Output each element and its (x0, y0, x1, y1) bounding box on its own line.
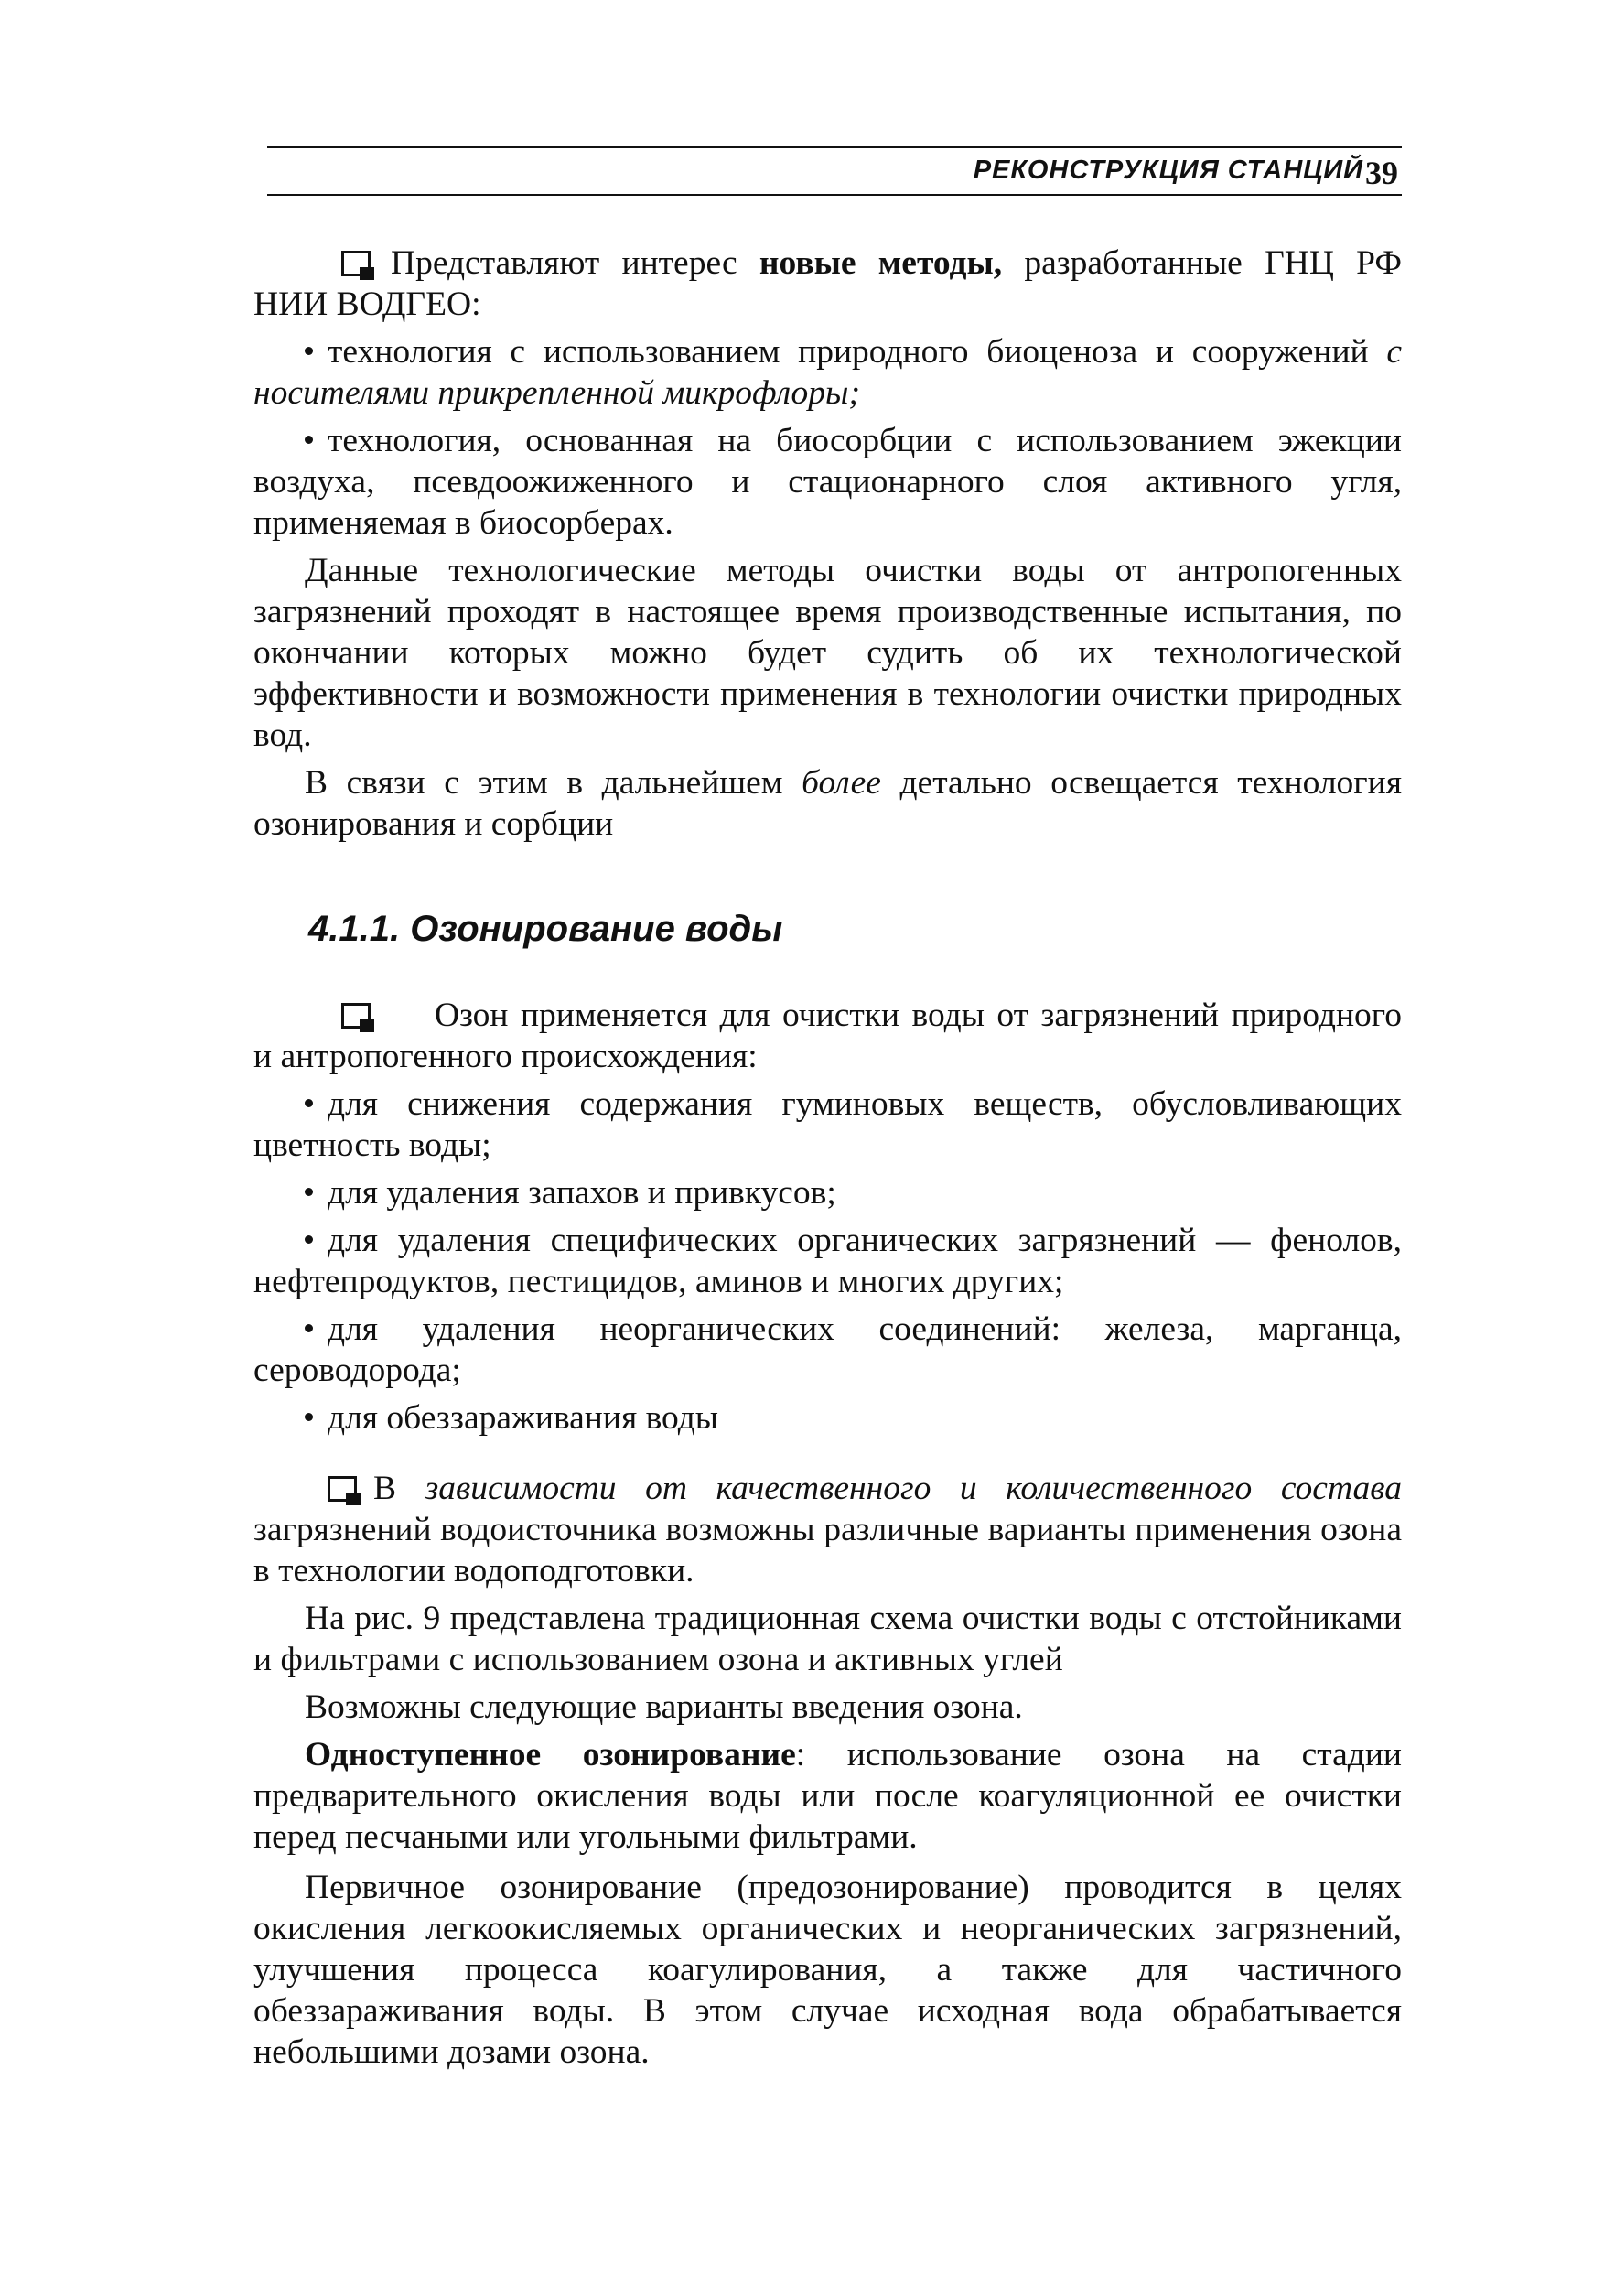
paragraph-text-rest: детально освещается технология озонирования и сорбции (253, 764, 1402, 843)
list-item-text: технология с использованием природного биоценоза и сооружений (328, 333, 1387, 371)
checkbox-marker-icon (328, 1476, 357, 1502)
list-item (253, 331, 1402, 414)
list-item (253, 1083, 1402, 1166)
page-number: 39 (1365, 155, 1398, 191)
paragraph-text-italic: более (802, 764, 881, 802)
intro-text-rest: разработанные ГНЦ РФ НИИ ВОДГЕО: (253, 244, 1402, 323)
section-title: Озонирование воды (410, 909, 783, 949)
paragraph-ozonation-focus (253, 762, 1402, 845)
paragraph-intro (253, 243, 1402, 325)
bullet-icon (305, 1099, 313, 1107)
bullet-icon (305, 436, 313, 444)
term-bold: Одноступенное озонирование (305, 1736, 796, 1773)
paragraph-figure-reference: На рис. 9 представлена традиционная схема очистки воды с отстойниками и фильтрами с использованием озона и активных углей (253, 1600, 1402, 1678)
list-item-text: для обеззараживания воды (328, 1399, 718, 1437)
section-number: 4.1.1. (308, 909, 401, 949)
list-item-text: для снижения содержания гуминовых веществ, обусловливающих цветность воды; (253, 1085, 1402, 1164)
paragraph-methods-testing: Данные технологические методы очистки воды от антропогенных загрязнений проходят в настоящее время производственные испытания, по окончании которых можно будет судить об их технологической эффективности и возможности применения в технологии очистки природных вод. (253, 552, 1402, 754)
list-item (253, 1220, 1402, 1302)
paragraph-variants-intro: Возможны следующие варианты введения озона. (305, 1688, 1023, 1726)
list-item-text: для удаления запахов и привкусов; (328, 1174, 836, 1212)
header-rule-bottom (267, 194, 1402, 196)
list-item-text: технология, основанная на биосорбции с использованием эжекции воздуха, псевдоожиженного и стационарного слоя активного угля, применяемая в биосорберах. (253, 422, 1402, 542)
list-item (253, 420, 1402, 544)
intro-text-lead: Представляют интерес (391, 244, 759, 282)
bullet-icon (305, 1235, 313, 1244)
paragraph-preozonation: Первичное озонирование (предозонирование) проводится в целях окисления легкоокисляемых органических и неорганических загрязнений, улучшения процесса коагулирования, а также для частичного обеззараживания воды. В этом случае исходная вода обрабатывается небольшими дозами озона. (253, 1869, 1402, 2071)
bullet-icon (305, 1413, 313, 1421)
list-item (253, 1309, 1402, 1391)
bullet-icon (305, 1324, 313, 1332)
paragraph-text-italic: зависимости от качественного и количественного состава (425, 1470, 1403, 1507)
paragraph-text: Озон применяется для очистки воды от загрязнений природного и антропогенного происхождения: (253, 997, 1402, 1075)
bullet-icon (305, 347, 313, 355)
list-item (253, 1172, 1402, 1213)
intro-text-bold: новые методы, (759, 244, 1003, 282)
checkbox-marker-icon (341, 251, 371, 276)
paragraph-text-lead: В связи с этим в дальнейшем (305, 764, 802, 802)
paragraph-application-variants (253, 1468, 1402, 1591)
running-header-title: РЕКОНСТРУКЦИЯ СТАНЦИЙ (973, 156, 1363, 185)
section-heading (308, 907, 1402, 951)
paragraph-text-lead: В (373, 1470, 425, 1507)
checkbox-marker-icon (341, 1003, 371, 1029)
list-item-text: для удаления неорганических соединений: железа, марганца, сероводорода; (253, 1310, 1402, 1389)
list-item (253, 1397, 1402, 1439)
paragraph-text-rest: загрязнений водоисточника возможны различные варианты применения озона в технологии водоподготовки. (253, 1511, 1402, 1590)
header-rule-top (267, 146, 1402, 148)
paragraph-single-stage (253, 1734, 1402, 1858)
paragraph-text-rest: : использование озона на стадии предварительного окисления воды или после коагуляционной ее очистки перед песчаными или угольными фильтрами. (253, 1736, 1402, 1856)
list-item-italic: с носителями прикрепленной микрофлоры; (253, 333, 1402, 412)
page-body (253, 243, 1402, 2073)
bullet-icon (305, 1188, 313, 1196)
paragraph-ozone-uses (253, 995, 1402, 1077)
list-item-text: для удаления специфических органических загрязнений — фенолов, нефтепродуктов, пестицидов, аминов и многих других; (253, 1222, 1402, 1300)
